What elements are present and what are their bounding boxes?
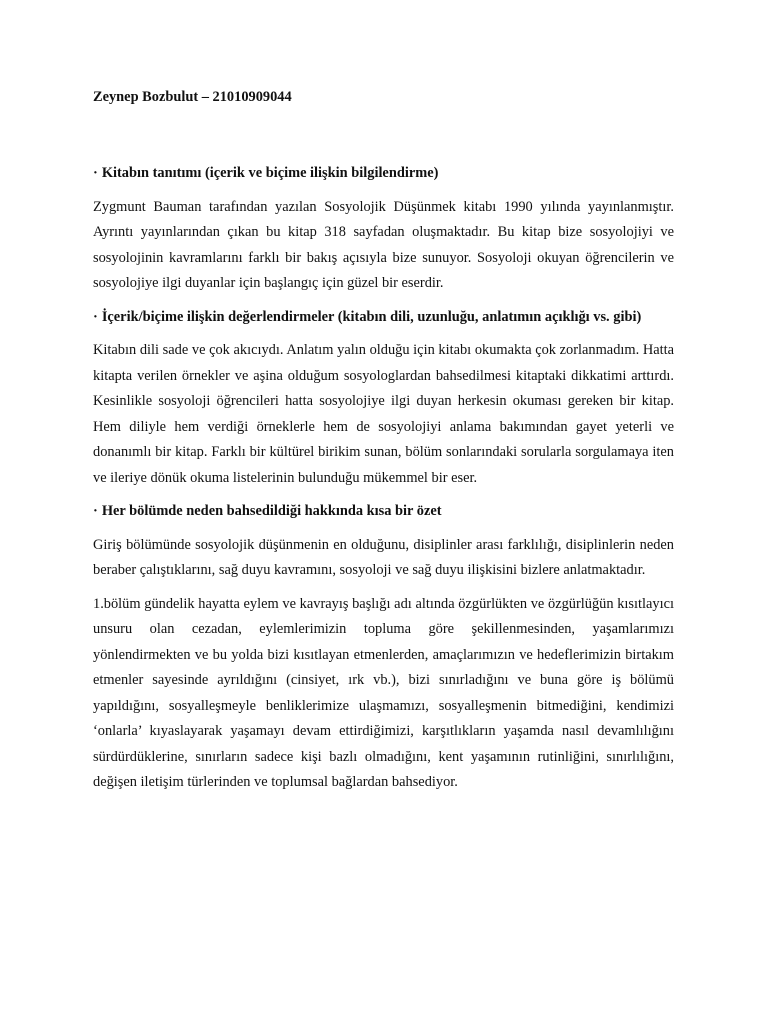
author-line: Zeynep Bozbulut – 21010909044 xyxy=(93,89,292,105)
paragraph: Giriş bölümünde sosyolojik düşünmenin en olduğunu, disiplinler arası farklılığı, disiplinlerin neden beraber çalıştıklarını, sağ duyu kavramını, sosyoloji ve sağ duyu ilişkisini bizlere anlatmaktadır. xyxy=(93,536,674,578)
bullet-marker: · xyxy=(93,165,98,181)
document-body xyxy=(93,87,674,804)
bullet-marker: · xyxy=(93,308,98,325)
paragraph: Zygmunt Bauman tarafından yazılan Sosyolojik Düşünmek kitabı 1990 yılında yayınlanmıştır. Ayrıntı yayınlarından çıkan bu kitap 318 sayfadan oluşmaktadır. Bu kitap bize sosyolojiyi ve sosyolojinin kavramlarını farklı bir bakış açısıyla bize sunuyor. Sosyoloji okuyan öğrencilerin ve sosyolojiye ilgi duyanlar için başlangıç için güzel bir eserdir. xyxy=(93,198,674,291)
section-heading xyxy=(93,499,674,525)
section-heading xyxy=(93,305,674,331)
paragraph: 1.bölüm gündelik hayatta eylem ve kavrayış başlığı adı altında özgürlükten ve özgürlüğün kısıtlayıcı unsuru olan cezadan, eylemlerimizin topluma göre şekillenmesinden, yaşamlarımızı yönlendirmekten ve bu yolda bizi kısıtlayan etmenlerden, amaçlarımızın ve hedeflerimizin birtakım etmenler sayesinde ayrıldığını (cinsiyet, ırk vb.), bizi sınırladığını ve buna göre iş bölümü yapıldığını, sosyalleşmeyle benliklerimize ulaşmamızı, sosyalleşmenin bitmediğini, kendimizi ‘onlarla’ kıyaslayarak yaşamayı devam ettirdiğimizi, karşıtlıkların yaşamda nasıl devamlılığını sürdürdüklerine, sınırların sadece kişi bazlı olmadığını, kent yaşamının rutinliğini, sınırlılığını, değişen iletişim türlerinden ve toplumsal bağlardan bahsediyor. xyxy=(93,595,674,790)
section-heading xyxy=(93,161,674,187)
paragraph: Kitabın dili sade ve çok akıcıydı. Anlatım yalın olduğu için kitabı okumakta çok zorlanmadım. Hatta kitapta verilen örnekler ve aşina olduğum sosyologlardan bahsedilmesi kitaptaki dikkatimi arttırdı. Kesinlikle sosyoloji öğrencileri hatta sosyolojiye ilgi duyan herkesin okuması gereken bir kitap. Hem diliyle hem verdiği örneklerle hem de sosyolojiyi anlama bakımından gayet yeterli ve donanımlı bir kitap. Farklı bir kültürel birikim sunan, bölüm sonlarındaki sorularla sorgulamaya iten ve ileriye dönük okuma listelerinin bulunduğu mükemmel bir eser. xyxy=(93,342,674,486)
section-heading-text: Kitabın tanıtımı (içerik ve biçime ilişkin bilgilendirme) xyxy=(101,165,439,181)
section-heading-text: Her bölümde neden bahsedildiği hakkında kısa bir özet xyxy=(101,503,442,519)
section-heading-text: İçerik/biçime ilişkin değerlendirmeler (kitabın dili, uzunluğu, anlatımın açıklığı vs. gibi) xyxy=(101,308,642,325)
bullet-marker: · xyxy=(93,503,98,519)
